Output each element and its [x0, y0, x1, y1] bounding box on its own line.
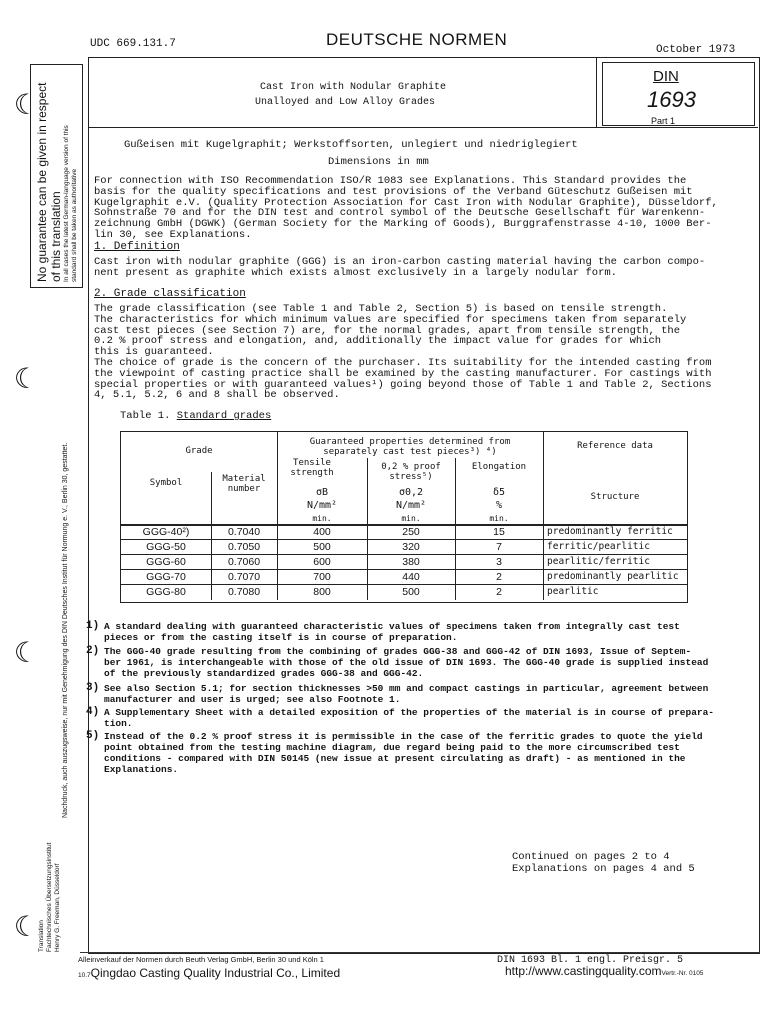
cell-tensile: 800	[313, 586, 331, 598]
cell-symbol: GGG-50	[146, 541, 186, 553]
footnote-1-number: 1)	[86, 620, 100, 632]
table-caption-title: Standard grades	[176, 410, 272, 422]
th-tensile-symbol: σB	[315, 487, 329, 498]
footer-din-price: DIN 1693 Bl. 1 engl. Preisgr. 5	[497, 955, 684, 966]
footer-company	[78, 966, 340, 980]
guarantee-line2: of this translation	[49, 191, 63, 282]
footnote-5-number: 5)	[86, 730, 100, 742]
section2-text: The grade classification (see Table 1 and Table 2, Section 5) is based on tensile strength. The characteristics for which minimum values are specified for specimens taken from separately cast test pieces (see Section 7) are, for the normal grades, apart from tensile strength, the 0.2 % proof stress and elongation, and, additionally the impact value for grades for which this is guaranteed. The choice of grade is the concern of the purchaser. Its suitability for the intended casting from the viewpoint of casting practice shall be examined by the casting manufacturer. For castings with special properties or with guaranteed values¹) going beyond those of Table 1 and Table 2, Sections 4, 5.1, 5.2, 6 and 8 shall be observed.	[94, 303, 712, 402]
cell-symbol: GGG-60	[146, 556, 186, 568]
guarantee-line3: In all cases the latest German-language version of this	[63, 125, 70, 282]
issue-date: October 1973	[656, 44, 736, 56]
cell-proof: 440	[402, 571, 420, 583]
th-tensile: Tensile strength	[290, 458, 334, 478]
cell-tensile: 600	[313, 556, 331, 568]
section2-heading: 2. Grade classification	[94, 288, 246, 300]
cell-elong: 15	[493, 526, 505, 538]
footnote-4-number: 4)	[86, 706, 100, 718]
footnote-3-number: 3)	[86, 682, 100, 694]
footer-company-name: Qingdao Casting Quality Industrial Co., Limited	[90, 966, 341, 980]
dimensions-note: Dimensions in mm	[328, 156, 429, 168]
th-material: Material number	[222, 474, 266, 494]
footer-divider	[80, 952, 760, 953]
th-elong-symbol: δ5	[492, 487, 506, 498]
cell-structure: predominantly ferritic	[547, 526, 673, 537]
footnote-1: A standard dealing with guaranteed characteristic values of specimens taken from integrally cast test pieces or from the casting itself is in course of preparation.	[104, 621, 680, 643]
th-symbol: Symbol	[149, 478, 183, 488]
cell-material: 0.7050	[227, 541, 261, 553]
din-number: 1693	[647, 87, 696, 112]
footer-url-block	[505, 964, 703, 978]
th-structure: Structure	[590, 492, 640, 502]
section1-heading: 1. Definition	[94, 241, 180, 253]
table-caption	[120, 410, 271, 422]
footer-distribution: Alleinverkauf der Normen durch Beuth Verlag GmbH, Berlin 30 und Köln 1	[78, 955, 324, 964]
intro-paragraph: For connection with ISO Recommendation ISO/R 1083 see Explanations. This Standard provides the basis for the quality specifications and test provisions of the Verband Güteschutz Gußeisen mit Kugelgraphit e.V. (Quality Protection Association for Cast Iron with Nodular Graphite), Düsseldorf, Sohnstraße 70 and for the DIN test and control symbol of the Deutsche Gesellschaft für Warenkenn- zeichnung GmbH (DGWK) (German Society for the Marking of Goods), Burggrafenstrasse 4-10, 1000 Ber- lin 30, see Explanations.	[94, 175, 718, 241]
th-tensile-min: min.	[312, 514, 332, 523]
cell-proof: 250	[402, 526, 420, 538]
punch-hole-icon: ☾	[14, 88, 31, 121]
footnote-4: A Supplementary Sheet with a detailed exposition of the properties of the material is in course of prepara- tion.	[104, 707, 714, 729]
punch-hole-icon: ☾	[14, 910, 31, 943]
footer-url[interactable]: http://www.castingquality.com	[505, 964, 662, 978]
footnote-2: The GGG-40 grade resulting from the combining of grades GGG-38 and GGG-42 of DIN 1693, Issue of Septem- ber 1961, is interchangeable with those of the old issue of DIN 1693. The GGG-40 grade is supplied instead of the previously standardized grades GGG-38 and GGG-42.	[104, 646, 709, 679]
cell-elong: 3	[496, 556, 502, 568]
cell-tensile: 400	[313, 526, 331, 538]
cell-tensile: 700	[313, 571, 331, 583]
punch-hole-icon: ☾	[14, 362, 31, 395]
footer-right-small: Vertr.-Nr. 0105	[661, 970, 704, 977]
cell-structure: ferritic/pearlitic	[547, 541, 650, 552]
cell-structure: pearlitic/ferritic	[547, 556, 650, 567]
udc-code: UDC 669.131.7	[90, 38, 176, 50]
th-proof-min: min.	[401, 514, 421, 523]
cell-material: 0.7080	[227, 586, 261, 598]
guarantee-line1: No guarantee can be given in respect	[35, 82, 49, 282]
footnote-5: Instead of the 0.2 % proof stress it is permissible in the case of the ferritic grades to quote the yield point obtained from the testing machine diagram, due regard being paid to the more circumscribed test conditions - compared with DIN 50145 (new issue at present circulating as draft) - as mentioned in the Explanations.	[104, 731, 703, 775]
th-grade: Grade	[185, 446, 213, 456]
cell-tensile: 500	[313, 541, 331, 553]
th-tensile-unit: N/mm²	[306, 500, 338, 511]
footer-left-small: 10.7	[78, 972, 91, 979]
guarantee-line4: standard shall be taken as authoritative	[71, 168, 78, 282]
table-caption-prefix: Table 1.	[120, 410, 171, 422]
cell-proof: 320	[402, 541, 420, 553]
english-title-line2: Unalloyed and Low Alloy Grades	[255, 97, 436, 108]
th-proof-unit: N/mm²	[395, 500, 427, 511]
section1-text: Cast iron with nodular graphite (GGG) is an iron-carbon casting material having the carbon compo- nent present as graphite which exists almost exclusively in a largely nodular form.	[94, 256, 706, 279]
cell-symbol: GGG-40²)	[142, 526, 190, 538]
cell-proof: 500	[402, 586, 420, 598]
th-elongation: Elongation	[471, 462, 527, 472]
cell-elong: 7	[496, 541, 502, 553]
cell-symbol: GGG-80	[146, 586, 186, 598]
german-title: Gußeisen mit Kugelgraphit; Werkstoffsorten, unlegiert und niedriglegiert	[124, 139, 578, 151]
din-label: DIN	[653, 68, 679, 85]
cell-structure: predominantly pearlitic	[547, 571, 679, 582]
din-part: Part 1	[651, 116, 676, 126]
cell-material: 0.7060	[227, 556, 261, 568]
page-title: DEUTSCHE NORMEN	[326, 30, 508, 49]
cell-elong: 2	[496, 571, 502, 583]
th-elong-min: min.	[489, 514, 509, 523]
cell-symbol: GGG-70	[146, 571, 186, 583]
th-elong-unit: %	[495, 500, 503, 511]
th-reference: Reference data	[577, 441, 653, 451]
standard-grades-table	[120, 431, 688, 603]
cell-material: 0.7070	[227, 571, 261, 583]
footnote-2-number: 2)	[86, 645, 100, 657]
cell-structure: pearlitic	[547, 586, 599, 597]
punch-hole-icon: ☾	[14, 636, 31, 669]
cell-elong: 2	[496, 586, 502, 598]
th-proof: 0,2 % proof stress⁵)	[381, 462, 441, 482]
english-title-line1: Cast Iron with Nodular Graphite	[260, 82, 447, 93]
th-guaranteed: Guaranteed properties determined from separately cast test pieces³) ⁴)	[309, 437, 511, 457]
cell-material: 0.7040	[227, 526, 261, 538]
continued-note: Continued on pages 2 to 4 Explanations on pages 4 and 5	[512, 851, 695, 875]
translator-note: Translation Fachtechnisches Übersetzungsinstitut Henry G. Freeman, Düsseldorf	[38, 842, 61, 952]
footnote-3: See also Section 5.1; for section thicknesses >50 mm and compact castings in particular, agreement between manufacturer and user is urged; see also Footnote 1.	[104, 683, 709, 705]
reprint-notice: Nachdruck, auch auszugsweise, nur mit Genehmigung des DIN Deutsches Institut für Normung e. V., Berlin 30, gestattet.	[62, 442, 69, 818]
th-proof-symbol: σ0,2	[398, 487, 424, 498]
cell-proof: 380	[402, 556, 420, 568]
